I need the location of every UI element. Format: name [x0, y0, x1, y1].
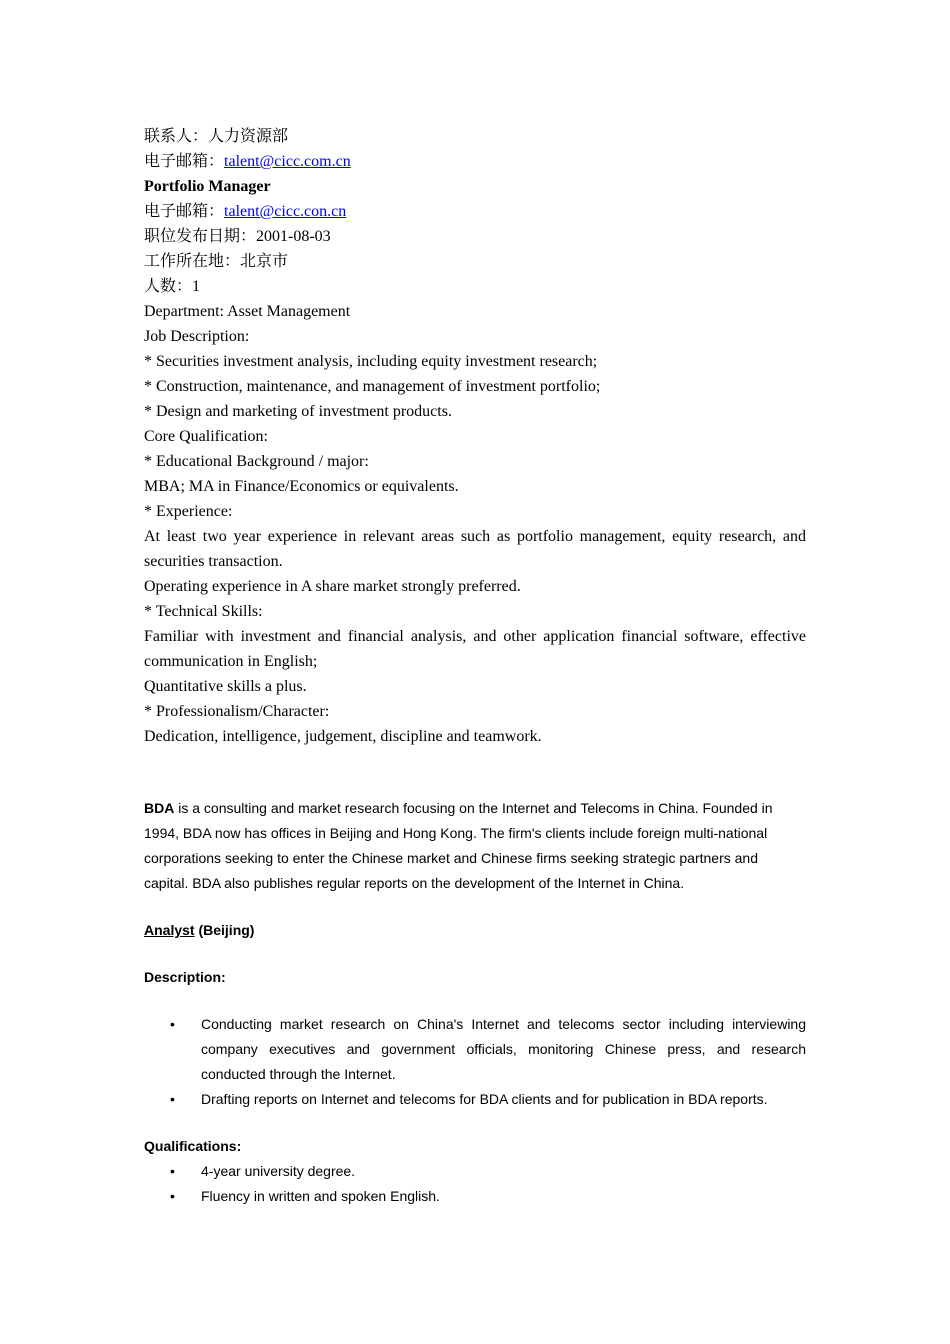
bda-intro: BDA is a consulting and market research focusing on the Internet and Telecoms in China. Founded in 1994, BDA now has offices in Beijing and Hong Kong. The firm's clients include foreign multi-national corporations seeking to enter the Chinese market and Chinese firms seeking strategic partners and capital. BDA also publishes regular reports on the development of the Internet in China.	[144, 800, 773, 891]
list-item: • Conducting market research on China's Internet and telecoms sector including interviewing company executives and government officials, monitoring Chinese press, and research conducted through the Internet.	[144, 1012, 806, 1087]
bda-job-posting	[144, 796, 806, 1209]
analyst-title: Analyst (Beijing)	[144, 922, 255, 938]
cicc-job-posting	[144, 124, 806, 749]
bullet-icon: •	[170, 1163, 175, 1179]
bullet-icon: •	[170, 1091, 175, 1107]
job-description-item: * Securities investment analysis, including equity investment research;	[144, 353, 598, 370]
email-link-2[interactable]: talent@cicc.con.cn	[224, 203, 347, 220]
education-heading: * Educational Background / major:	[144, 453, 369, 470]
location-line: 工作所在地：北京市	[144, 253, 289, 270]
description-heading: Description:	[144, 969, 226, 985]
job-description-heading: Job Description:	[144, 328, 250, 345]
list-item: • Drafting reports on Internet and telecoms for BDA clients and for publication in BDA reports.	[144, 1087, 806, 1112]
post-date-line: 职位发布日期：2001-08-03	[144, 228, 331, 245]
bullet-icon: •	[170, 1188, 175, 1204]
department-line: Department: Asset Management	[144, 303, 351, 320]
description-list	[144, 1012, 806, 1112]
qualifications-heading: Qualifications:	[144, 1138, 242, 1154]
document-page	[144, 124, 806, 1209]
email-link-1[interactable]: talent@cicc.com.cn	[224, 153, 351, 170]
spacer	[144, 1112, 806, 1134]
spacer	[144, 943, 806, 965]
technical-skills-text-2: Quantitative skills a plus.	[144, 678, 307, 695]
section-spacer	[144, 749, 806, 796]
experience-text-2: Operating experience in A share market strongly preferred.	[144, 578, 521, 595]
education-text: MBA; MA in Finance/Economics or equivalents.	[144, 478, 459, 495]
email-line-1: 电子邮箱：talent@cicc.com.cn	[144, 153, 351, 170]
core-qualification-heading: Core Qualification:	[144, 428, 268, 445]
list-item: • 4-year university degree.	[144, 1159, 806, 1184]
job-title: Portfolio Manager	[144, 178, 271, 195]
contact-line: 联系人：人力资源部	[144, 128, 289, 145]
qualifications-list	[144, 1159, 806, 1209]
spacer	[144, 896, 806, 918]
technical-skills-heading: * Technical Skills:	[144, 603, 263, 620]
experience-heading: * Experience:	[144, 503, 233, 520]
job-description-item: * Construction, maintenance, and management of investment portfolio;	[144, 378, 601, 395]
professionalism-text: Dedication, intelligence, judgement, discipline and teamwork.	[144, 728, 542, 745]
company-name: BDA	[144, 800, 175, 816]
professionalism-heading: * Professionalism/Character:	[144, 703, 330, 720]
email-line-2: 电子邮箱：talent@cicc.con.cn	[144, 203, 347, 220]
technical-skills-text: Familiar with investment and financial analysis, and other application financial software, effective communication in English;	[144, 628, 806, 670]
spacer	[144, 990, 806, 1012]
bullet-icon: •	[170, 1016, 175, 1032]
experience-text: At least two year experience in relevant areas such as portfolio management, equity research, and securities transaction.	[144, 528, 806, 570]
list-item: • Fluency in written and spoken English.	[144, 1184, 806, 1209]
job-description-item: * Design and marketing of investment products.	[144, 403, 452, 420]
headcount-line: 人数：1	[144, 278, 201, 295]
